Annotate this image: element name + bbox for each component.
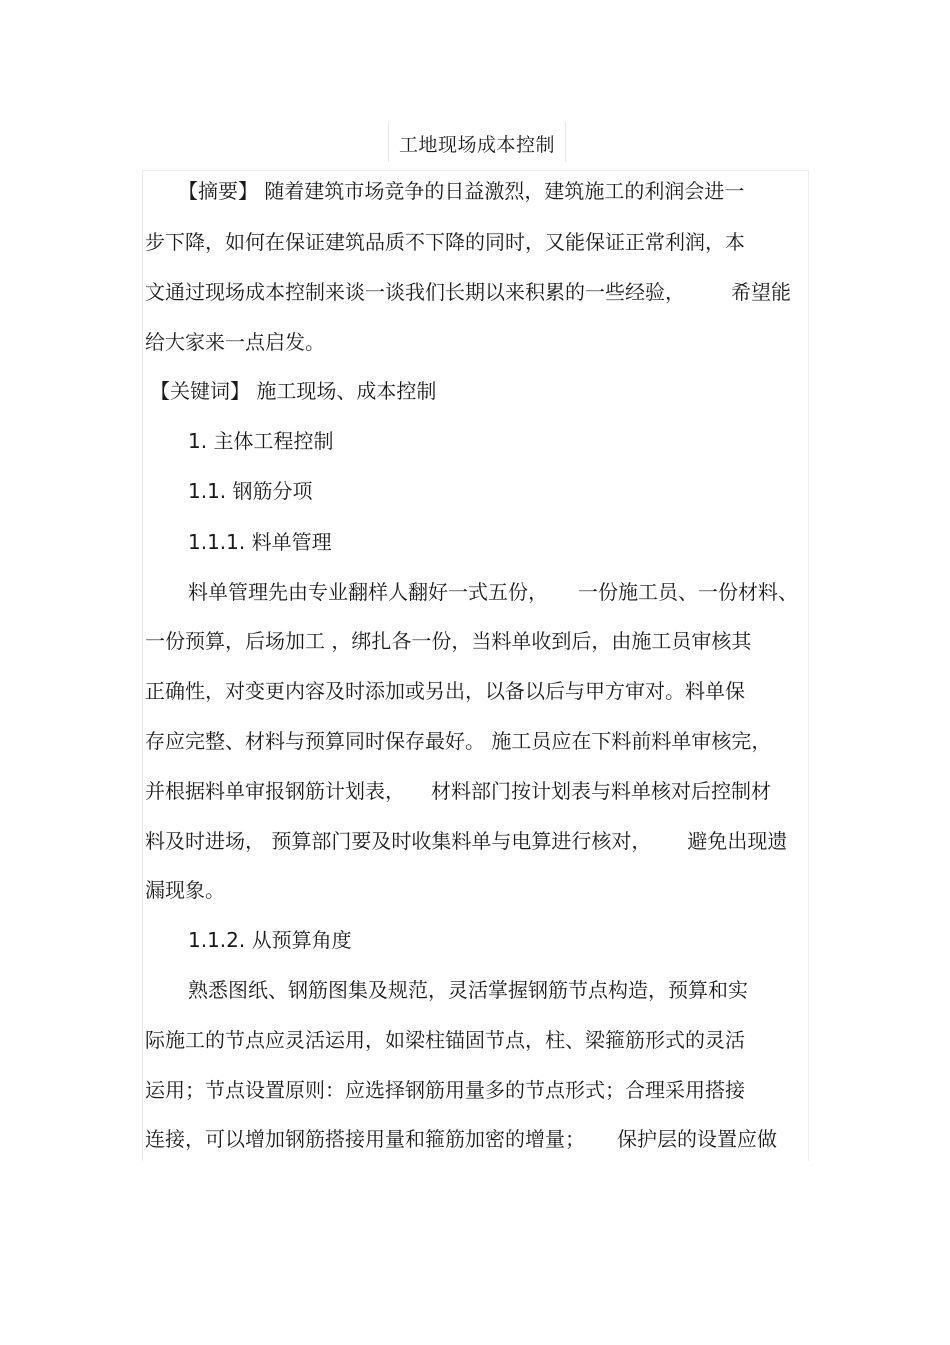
body-frame <box>142 170 809 1161</box>
para2-line-1: 熟悉图纸、钢筋图集及规范，灵活掌握钢筋节点构造，预算和实 <box>188 978 748 1002</box>
para1-line-1-part-b: 一份施工员、一份材料、 <box>578 580 798 604</box>
para1-line-1 <box>188 578 798 606</box>
para1-line-4: 存应完整、材料与预算同时保存最好。 施工员应在下料前料单审核完， <box>145 729 772 753</box>
abstract-line-3 <box>145 278 791 306</box>
para1-line-6-part-b: 避免出现遗 <box>687 829 788 853</box>
title-box <box>388 122 566 162</box>
para1-line-5-part-a: 并根据料单审报钢筋计划表， <box>145 779 405 803</box>
section-heading-1-1-2: 1.1.2. 从预算角度 <box>188 928 352 952</box>
para1-line-6-part-a: 料及时进场， 预算部门要及时收集料单与电算进行核对， <box>145 829 652 853</box>
para1-line-2: 一份预算，后场加工 ，绑扎各一份，当料单收到后，由施工员审核其 <box>145 629 752 653</box>
section-heading-1-1: 1.1. 钢筋分项 <box>188 479 313 503</box>
para1-line-6 <box>145 827 787 855</box>
para1-line-5 <box>145 777 771 805</box>
para2-line-4-part-a: 连接，可以增加钢筋搭接用量和箍筋加密的增量； <box>145 1127 585 1151</box>
section-heading-1-1-1: 1.1.1. 料单管理 <box>188 530 332 554</box>
abstract-line-3-part-b: 希望能 <box>731 280 791 304</box>
para2-line-4-part-b: 保护层的设置应做 <box>617 1127 777 1151</box>
abstract-line-2: 步下降，如何在保证建筑品质不下降的同时，又能保证正常利润，本 <box>145 230 745 254</box>
para1-line-7: 漏现象。 <box>145 878 225 902</box>
para1-line-1-part-a: 料单管理先由专业翻样人翻好一式五份， <box>188 580 548 604</box>
para2-line-2: 际施工的节点应灵活运用，如梁柱锚固节点，柱、梁箍筋形式的灵活 <box>145 1028 745 1052</box>
keywords-line: 【关键词】 施工现场、成本控制 <box>150 379 437 403</box>
abstract-line-1: 【摘要】 随着建筑市场竞争的日益激烈，建筑施工的利润会进一 <box>178 179 745 203</box>
section-heading-1: 1. 主体工程控制 <box>188 429 334 453</box>
abstract-line-3-part-a: 文通过现场成本控制来谈一谈我们长期以来积累的一些经验， <box>145 280 685 304</box>
para1-line-3: 正确性，对变更内容及时添加或另出，以备以后与甲方审对。料单保 <box>145 679 745 703</box>
page-title: 工地现场成本控制 <box>398 134 555 156</box>
para2-line-3: 运用；节点设置原则：应选择钢筋用量多的节点形式；合理采用搭接 <box>145 1078 745 1102</box>
para2-line-4 <box>145 1125 777 1153</box>
para1-line-5-part-b: 材料部门按计划表与料单核对后控制材 <box>431 779 771 803</box>
abstract-line-4: 给大家来一点启发。 <box>145 330 325 354</box>
